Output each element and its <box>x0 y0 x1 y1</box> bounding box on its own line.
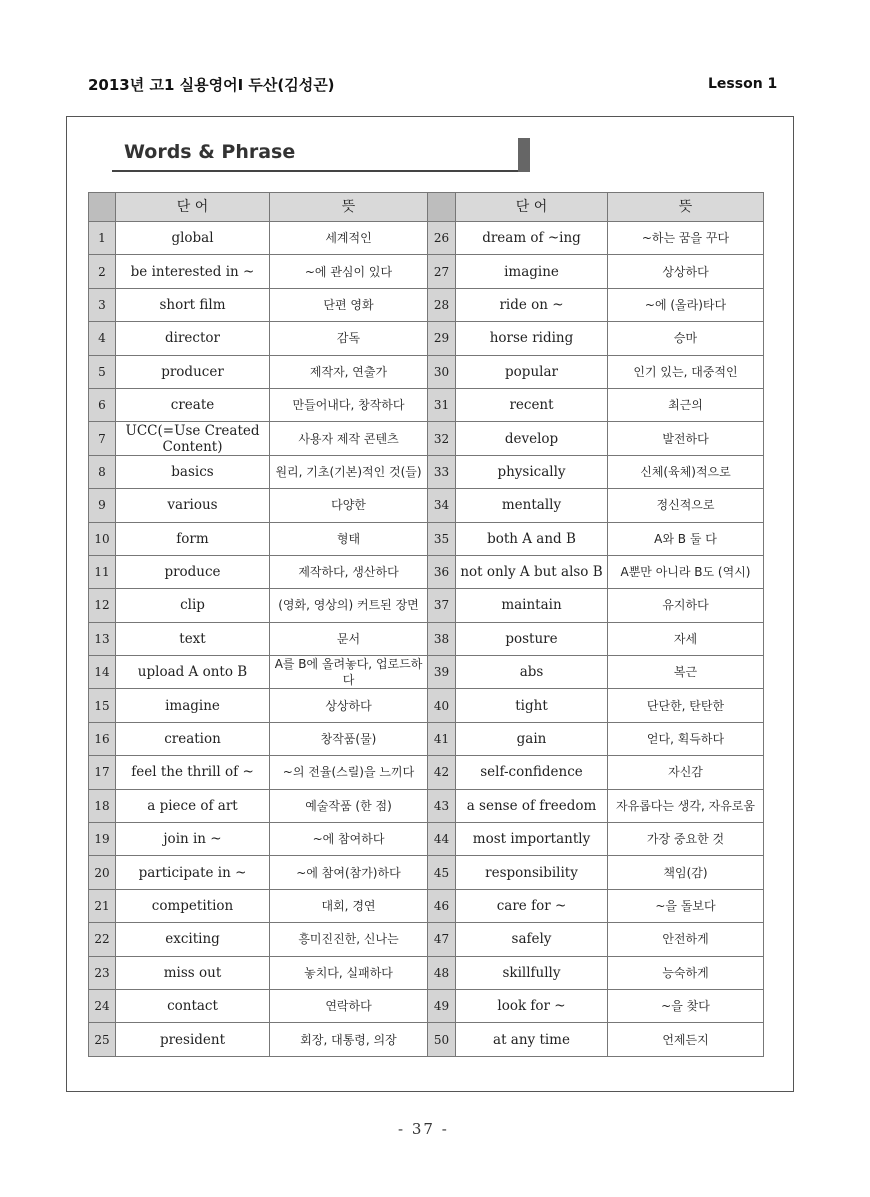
left-number-cell: 10 <box>89 522 116 555</box>
left-meaning-cell: 대회, 경연 <box>270 889 428 922</box>
left-word-cell: competition <box>116 889 270 922</box>
right-number-cell: 46 <box>428 889 456 922</box>
left-word-cell: UCC(=Use Created Content) <box>116 422 270 455</box>
right-word-cell: most importantly <box>456 823 608 856</box>
right-word-cell: self-confidence <box>456 756 608 789</box>
right-meaning-cell: 상상하다 <box>608 255 764 288</box>
left-word-cell: imagine <box>116 689 270 722</box>
right-number-cell: 37 <box>428 589 456 622</box>
right-word-cell: dream of ~ing <box>456 222 608 255</box>
col-header-word-left: 단 어 <box>116 193 270 222</box>
left-number-cell: 1 <box>89 222 116 255</box>
table-row <box>89 589 764 622</box>
right-number-cell: 35 <box>428 522 456 555</box>
table-row <box>89 222 764 255</box>
left-meaning-cell: 사용자 제작 콘텐츠 <box>270 422 428 455</box>
table-row <box>89 956 764 989</box>
right-word-cell: abs <box>456 656 608 689</box>
right-meaning-cell: 얻다, 획득하다 <box>608 722 764 755</box>
right-word-cell: a sense of freedom <box>456 789 608 822</box>
vocabulary-table <box>88 192 764 1057</box>
left-number-cell: 25 <box>89 1023 116 1056</box>
right-number-cell: 43 <box>428 789 456 822</box>
left-word-cell: president <box>116 1023 270 1056</box>
table-row <box>89 422 764 455</box>
right-meaning-cell: 신체(육체)적으로 <box>608 455 764 488</box>
section-title-box <box>112 138 530 172</box>
right-meaning-cell: 언제든지 <box>608 1023 764 1056</box>
left-meaning-cell: 회장, 대통령, 의장 <box>270 1023 428 1056</box>
table-row <box>89 455 764 488</box>
right-meaning-cell: 승마 <box>608 322 764 355</box>
right-number-cell: 41 <box>428 722 456 755</box>
left-number-cell: 18 <box>89 789 116 822</box>
left-number-cell: 23 <box>89 956 116 989</box>
right-word-cell: look for ~ <box>456 989 608 1022</box>
section-title: Words & Phrase <box>124 141 296 163</box>
left-word-cell: exciting <box>116 923 270 956</box>
right-word-cell: posture <box>456 622 608 655</box>
right-meaning-cell: 가장 중요한 것 <box>608 823 764 856</box>
right-meaning-cell: 복근 <box>608 656 764 689</box>
left-word-cell: be interested in ~ <box>116 255 270 288</box>
left-number-cell: 8 <box>89 455 116 488</box>
left-meaning-cell: 문서 <box>270 622 428 655</box>
left-meaning-cell: 창작품(물) <box>270 722 428 755</box>
left-word-cell: create <box>116 388 270 421</box>
left-word-cell: short film <box>116 288 270 321</box>
right-meaning-cell: 안전하게 <box>608 923 764 956</box>
table-row <box>89 555 764 588</box>
right-word-cell: safely <box>456 923 608 956</box>
document-header-title: 2013년 고1 실용영어I 두산(김성곤) <box>88 76 335 94</box>
left-number-cell: 14 <box>89 656 116 689</box>
left-word-cell: director <box>116 322 270 355</box>
table-row <box>89 622 764 655</box>
right-meaning-cell: 단단한, 탄탄한 <box>608 689 764 722</box>
left-number-cell: 6 <box>89 388 116 421</box>
left-meaning-cell: (영화, 영상의) 커트된 장면 <box>270 589 428 622</box>
right-meaning-cell: ~에 (올라)타다 <box>608 288 764 321</box>
left-meaning-cell: 원리, 기초(기본)적인 것(들) <box>270 455 428 488</box>
table-row <box>89 722 764 755</box>
right-word-cell: skillfully <box>456 956 608 989</box>
right-number-cell: 30 <box>428 355 456 388</box>
right-word-cell: responsibility <box>456 856 608 889</box>
left-word-cell: participate in ~ <box>116 856 270 889</box>
table-row <box>89 1023 764 1056</box>
table-row <box>89 656 764 689</box>
left-word-cell: clip <box>116 589 270 622</box>
right-number-cell: 48 <box>428 956 456 989</box>
right-word-cell: physically <box>456 455 608 488</box>
table-row <box>89 522 764 555</box>
table-row <box>89 823 764 856</box>
left-meaning-cell: 제작자, 연출가 <box>270 355 428 388</box>
left-number-cell: 16 <box>89 722 116 755</box>
right-word-cell: maintain <box>456 589 608 622</box>
left-number-cell: 24 <box>89 989 116 1022</box>
section-title-accent-bar <box>518 138 530 172</box>
table-header-row <box>89 193 764 222</box>
left-word-cell: global <box>116 222 270 255</box>
right-meaning-cell: ~을 찾다 <box>608 989 764 1022</box>
left-number-cell: 12 <box>89 589 116 622</box>
right-meaning-cell: 자세 <box>608 622 764 655</box>
right-meaning-cell: ~을 돌보다 <box>608 889 764 922</box>
left-word-cell: various <box>116 489 270 522</box>
right-number-cell: 34 <box>428 489 456 522</box>
left-number-cell: 5 <box>89 355 116 388</box>
right-number-cell: 31 <box>428 388 456 421</box>
table-row <box>89 989 764 1022</box>
left-word-cell: basics <box>116 455 270 488</box>
right-number-cell: 38 <box>428 622 456 655</box>
left-meaning-cell: ~의 전율(스릴)을 느끼다 <box>270 756 428 789</box>
left-number-cell: 3 <box>89 288 116 321</box>
left-meaning-cell: ~에 참여하다 <box>270 823 428 856</box>
left-meaning-cell: 예술작품 (한 점) <box>270 789 428 822</box>
left-word-cell: text <box>116 622 270 655</box>
table-row <box>89 355 764 388</box>
right-number-cell: 28 <box>428 288 456 321</box>
left-meaning-cell: 제작하다, 생산하다 <box>270 555 428 588</box>
table-row <box>89 789 764 822</box>
left-number-cell: 22 <box>89 923 116 956</box>
right-word-cell: tight <box>456 689 608 722</box>
left-word-cell: creation <box>116 722 270 755</box>
right-meaning-cell: 유지하다 <box>608 589 764 622</box>
right-number-cell: 45 <box>428 856 456 889</box>
left-word-cell: produce <box>116 555 270 588</box>
right-word-cell: gain <box>456 722 608 755</box>
table-row <box>89 756 764 789</box>
left-meaning-cell: 놓치다, 실패하다 <box>270 956 428 989</box>
right-meaning-cell: 자신감 <box>608 756 764 789</box>
left-meaning-cell: ~에 관심이 있다 <box>270 255 428 288</box>
left-word-cell: a piece of art <box>116 789 270 822</box>
right-meaning-cell: 정신적으로 <box>608 489 764 522</box>
table-row <box>89 689 764 722</box>
header-corner-left <box>89 193 116 222</box>
left-number-cell: 2 <box>89 255 116 288</box>
right-number-cell: 44 <box>428 823 456 856</box>
right-number-cell: 42 <box>428 756 456 789</box>
col-header-meaning-left: 뜻 <box>270 193 428 222</box>
right-number-cell: 26 <box>428 222 456 255</box>
left-meaning-cell: 감독 <box>270 322 428 355</box>
right-number-cell: 33 <box>428 455 456 488</box>
left-number-cell: 17 <box>89 756 116 789</box>
left-word-cell: upload A onto B <box>116 656 270 689</box>
right-meaning-cell: 인기 있는, 대중적인 <box>608 355 764 388</box>
left-number-cell: 7 <box>89 422 116 455</box>
left-word-cell: join in ~ <box>116 823 270 856</box>
right-number-cell: 40 <box>428 689 456 722</box>
left-number-cell: 4 <box>89 322 116 355</box>
table-row <box>89 255 764 288</box>
right-word-cell: recent <box>456 388 608 421</box>
left-word-cell: miss out <box>116 956 270 989</box>
header-corner-right <box>428 193 456 222</box>
col-header-meaning-right: 뜻 <box>608 193 764 222</box>
left-meaning-cell: 다양한 <box>270 489 428 522</box>
right-word-cell: ride on ~ <box>456 288 608 321</box>
right-number-cell: 39 <box>428 656 456 689</box>
right-word-cell: horse riding <box>456 322 608 355</box>
table-row <box>89 923 764 956</box>
right-meaning-cell: 책임(감) <box>608 856 764 889</box>
left-number-cell: 19 <box>89 823 116 856</box>
left-meaning-cell: 흥미진진한, 신나는 <box>270 923 428 956</box>
right-meaning-cell: A뿐만 아니라 B도 (역시) <box>608 555 764 588</box>
left-meaning-cell: 연락하다 <box>270 989 428 1022</box>
left-number-cell: 9 <box>89 489 116 522</box>
left-number-cell: 13 <box>89 622 116 655</box>
right-number-cell: 49 <box>428 989 456 1022</box>
left-meaning-cell: A를 B에 올려놓다, 업로드하다 <box>270 656 428 689</box>
right-number-cell: 27 <box>428 255 456 288</box>
right-word-cell: at any time <box>456 1023 608 1056</box>
left-meaning-cell: 형태 <box>270 522 428 555</box>
left-word-cell: producer <box>116 355 270 388</box>
left-number-cell: 11 <box>89 555 116 588</box>
left-meaning-cell: 세계적인 <box>270 222 428 255</box>
right-meaning-cell: 자유롭다는 생각, 자유로움 <box>608 789 764 822</box>
right-number-cell: 47 <box>428 923 456 956</box>
right-word-cell: develop <box>456 422 608 455</box>
right-meaning-cell: 발전하다 <box>608 422 764 455</box>
left-meaning-cell: 상상하다 <box>270 689 428 722</box>
left-number-cell: 20 <box>89 856 116 889</box>
table-row <box>89 889 764 922</box>
right-meaning-cell: 최근의 <box>608 388 764 421</box>
right-meaning-cell: A와 B 둘 다 <box>608 522 764 555</box>
right-word-cell: popular <box>456 355 608 388</box>
table-row <box>89 856 764 889</box>
left-meaning-cell: 만들어내다, 창작하다 <box>270 388 428 421</box>
right-word-cell: mentally <box>456 489 608 522</box>
table-row <box>89 288 764 321</box>
right-meaning-cell: 능숙하게 <box>608 956 764 989</box>
table-row <box>89 489 764 522</box>
left-number-cell: 15 <box>89 689 116 722</box>
left-word-cell: form <box>116 522 270 555</box>
page-number: - 37 - <box>398 1120 449 1138</box>
table-row <box>89 322 764 355</box>
col-header-word-right: 단 어 <box>456 193 608 222</box>
lesson-label: Lesson 1 <box>708 76 778 92</box>
right-number-cell: 32 <box>428 422 456 455</box>
left-word-cell: contact <box>116 989 270 1022</box>
right-word-cell: care for ~ <box>456 889 608 922</box>
left-word-cell: feel the thrill of ~ <box>116 756 270 789</box>
table-row <box>89 388 764 421</box>
left-number-cell: 21 <box>89 889 116 922</box>
right-number-cell: 29 <box>428 322 456 355</box>
right-meaning-cell: ~하는 꿈을 꾸다 <box>608 222 764 255</box>
right-number-cell: 50 <box>428 1023 456 1056</box>
left-meaning-cell: ~에 참여(참가)하다 <box>270 856 428 889</box>
right-number-cell: 36 <box>428 555 456 588</box>
right-word-cell: not only A but also B <box>456 555 608 588</box>
left-meaning-cell: 단편 영화 <box>270 288 428 321</box>
right-word-cell: both A and B <box>456 522 608 555</box>
right-word-cell: imagine <box>456 255 608 288</box>
